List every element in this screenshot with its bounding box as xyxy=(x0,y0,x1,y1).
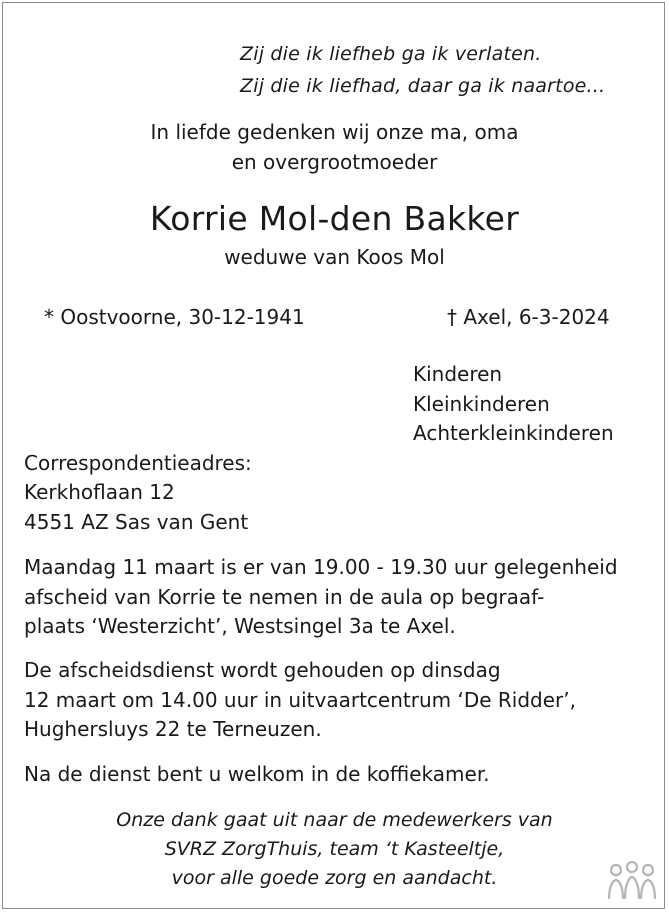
intro-line-1: In liefde gedenken wij onze ma, oma xyxy=(150,120,519,144)
poem-line-2: Zij die ik liefhad, daar ga ik naartoe... xyxy=(240,75,606,97)
poem-line-1: Zij die ik liefheb ga ik verlaten. xyxy=(240,43,542,65)
deceased-subtitle: weduwe van Koos Mol xyxy=(224,245,445,269)
birth-date: * Oostvoorne, 30-12-1941 xyxy=(44,305,305,329)
service-line-3: Hughersluys 22 te Terneuzen. xyxy=(24,717,322,741)
deceased-name: Korrie Mol-den Bakker xyxy=(149,199,520,238)
coffee-line: Na de dienst bent u welkom in de koffiekamer. xyxy=(24,762,490,786)
relatives-grandchildren: Kleinkinderen xyxy=(413,392,550,416)
intro-line-2: en overgrootmoeder xyxy=(231,150,438,174)
thanks-line-3: voor alle goede zorg en aandacht. xyxy=(171,867,498,889)
farewell-line-3: plaats ‘Westerzicht’, Westsingel 3a te Axel. xyxy=(24,614,456,638)
family-people-icon xyxy=(605,861,659,901)
farewell-line-2: afscheid van Korrie te nemen in de aula op begraaf- xyxy=(24,585,545,609)
correspondence-label: Correspondentieadres: xyxy=(24,451,252,475)
death-date: † Axel, 6-3-2024 xyxy=(447,305,610,329)
relatives-great-grandchildren: Achterkleinkinderen xyxy=(413,421,614,445)
farewell-line-1: Maandag 11 maart is er van 19.00 - 19.30 uur gelegenheid xyxy=(24,555,618,579)
thanks-line-1: Onze dank gaat uit naar de medewerkers van xyxy=(116,809,553,831)
correspondence-city: 4551 AZ Sas van Gent xyxy=(24,510,249,534)
service-line-2: 12 maart om 14.00 uur in uitvaartcentrum ‘De Ridder’, xyxy=(24,688,576,712)
correspondence-street: Kerkhoflaan 12 xyxy=(24,480,175,504)
thanks-line-2: SVRZ ZorgThuis, team ‘t Kasteeltje, xyxy=(164,838,505,860)
relatives-children: Kinderen xyxy=(413,362,503,386)
service-line-1: De afscheidsdienst wordt gehouden op dinsdag xyxy=(24,658,501,682)
